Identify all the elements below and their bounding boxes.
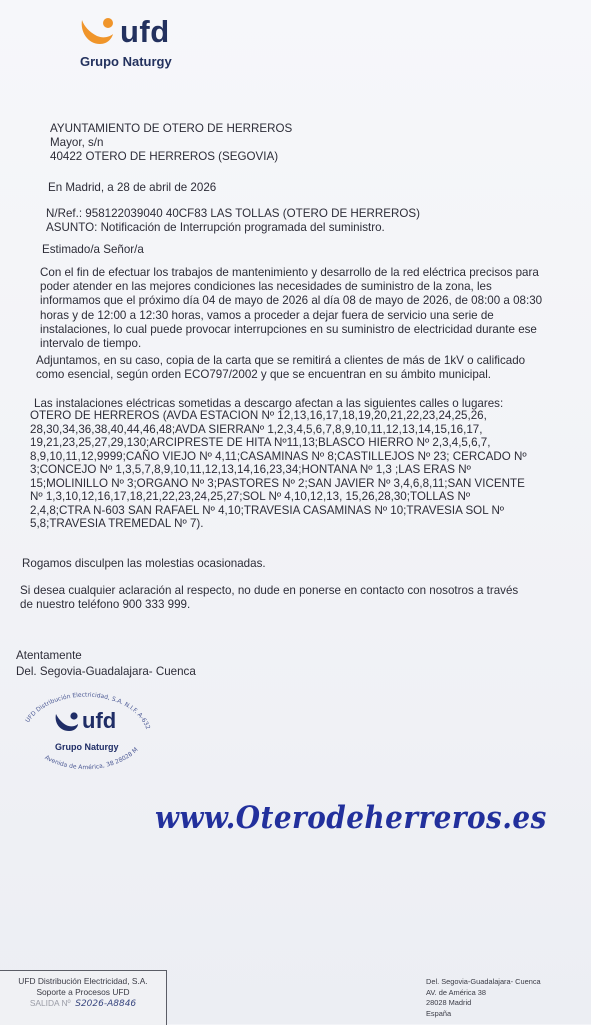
contact-paragraph bbox=[20, 584, 572, 612]
stamp-arc-top: UFD Distribución Electricidad, S.A. N.I.F. A-632 bbox=[24, 691, 152, 731]
registry-line2: Soporte a Procesos UFD bbox=[36, 987, 130, 997]
paragraph-line: como esencial, según orden ECO797/2002 y que se encuentran en su ámbito municipal. bbox=[36, 368, 492, 382]
footer-address-line: AV. de América 38 bbox=[426, 987, 486, 997]
contact-line: Si desea cualquier aclaración al respecto, no dude en ponerse en contacto con nosotros a través bbox=[20, 584, 519, 597]
paragraph-line: Adjuntamos, en su caso, copia de la carta que se remitirá a clientes de más de 1kV o calificado bbox=[36, 354, 526, 367]
greeting: Estimado/a Señor/a bbox=[42, 243, 144, 256]
paragraph-intro bbox=[40, 266, 556, 351]
paragraph-line: instalaciones, lo cual puede provocar interrupciones en su suministro de electricidad durante ese bbox=[40, 322, 537, 336]
stamp-subtitle: Grupo Naturgy bbox=[55, 742, 119, 752]
streets-line: 8,9,10,11,12,9999;CAÑO VIEJO Nº 4,11;CASAMINAS Nº 8;CASTILLEJOS Nº 23; CERCADO Nº bbox=[30, 449, 527, 463]
streets-line: 2,4,8;CTRA N-603 SAN RAFAEL Nº 4,10;TRAVESIA CASAMINAS Nº 10;TRAVESIA SOL Nº bbox=[30, 503, 505, 517]
recipient-line3: 40422 OTERO DE HERREROS (SEGOVIA) bbox=[50, 150, 279, 163]
date-line: En Madrid, a 28 de abril de 2026 bbox=[48, 181, 217, 194]
paragraph-line: intervalo de tiempo. bbox=[40, 337, 142, 351]
streets-line: 19,21,23,25,27,29,130;ARCIPRESTE DE HITA Nº11,13;BLASCO HIERRO Nº 2,3,4,5,6,7, bbox=[30, 436, 491, 449]
paragraph-line: Con el fin de efectuar los trabajos de mantenimiento y desarrollo de la red eléctrica precisos para bbox=[40, 266, 539, 279]
signature-department: Del. Segovia-Guadalajara- Cuenca bbox=[16, 665, 196, 678]
streets-line: 15;MOLINILLO Nº 3;ORGANO Nº 3;PASTORES Nº 2;SAN JAVIER Nº 3,4,6,8,11;SAN VICENTE bbox=[30, 476, 525, 490]
subject-line bbox=[46, 221, 385, 234]
streets-line: Nº 1,3,10,12,16,17,18,21,22,23,24,25,27;SOL Nº 4,10,12,13, 15,26,28,30;TOLLAS Nº bbox=[30, 490, 471, 503]
logo-subtitle: Grupo Naturgy bbox=[80, 54, 172, 69]
streets-list bbox=[30, 409, 566, 531]
apology: Rogamos disculpen las molestias ocasionadas. bbox=[22, 557, 266, 570]
ufd-logo-icon bbox=[78, 14, 114, 48]
stamp-brand: ufd bbox=[82, 708, 117, 733]
footer-address-line: 28028 Madrid bbox=[426, 998, 472, 1008]
streets-line: 28,30,34,36,38,40,44,46,48;AVDA SIERRANº 1,2,3,4,5,6,7,8,9,10,11,12,13,14,15,16,17, bbox=[30, 422, 483, 436]
paragraph-line: informamos que el próximo día 04 de mayo de 2026 al día 08 de mayo de 2026, de 08:00 a 08:30 bbox=[40, 294, 543, 308]
registry-out-number: S2026-A8846 bbox=[75, 999, 137, 1009]
paragraph-line: poder atender en las mejores condiciones las necesidades de suministro de la zona, les bbox=[40, 280, 492, 294]
recipient-line1: AYUNTAMIENTO DE OTERO DE HERREROS bbox=[50, 122, 293, 135]
registry-stamp-box bbox=[0, 970, 167, 1025]
registry-line1: UFD Distribución Electricidad, S.A. bbox=[18, 976, 148, 986]
reference-line: N/Ref.: 958122039040 40CF83 LAS TOLLAS (OTERO DE HERREROS) bbox=[46, 207, 420, 220]
registry-line3 bbox=[0, 998, 166, 1010]
footer-address bbox=[426, 977, 541, 1019]
footer-address-line: España bbox=[426, 1008, 452, 1018]
paragraph-attachment bbox=[36, 354, 556, 382]
closing: Atentamente bbox=[16, 649, 82, 662]
registry-out-label: SALIDA Nº bbox=[29, 998, 71, 1008]
streets-line: 5,8;TRAVESIA TREMEDAL Nº 7). bbox=[30, 517, 204, 530]
streets-line: OTERO DE HERREROS (AVDA ESTACION Nº 12,13,16,17,18,19,20,21,22,23,24,25,26, bbox=[30, 409, 487, 422]
recipient-line2: Mayor, s/n bbox=[50, 136, 104, 149]
contact-line: de nuestro teléfono 900 333 999. bbox=[20, 598, 191, 612]
streets-line: 3;CONCEJO Nº 1,3,5,7,8,9,10,11,12,13,14,16,23,34;HONTANA Nº 1,3 ;LAS ERAS Nº bbox=[30, 463, 471, 476]
paragraph-line: horas y de 12:00 a 12:30 horas, vamos a proceder a dejar fuera de servicio una serie de bbox=[40, 308, 494, 322]
website-watermark: www.Oterodeherreros.es bbox=[155, 800, 547, 836]
footer-address-line: Del. Segovia-Guadalajara- Cuenca bbox=[426, 977, 541, 986]
logo-brand: ufd bbox=[120, 14, 170, 49]
stamp-logo-icon bbox=[53, 710, 79, 734]
subject-label: ASUNTO: bbox=[46, 221, 98, 234]
subject-text: Notificación de Interrupción programada del suministro. bbox=[100, 221, 385, 234]
stamp-arc-bottom: Avenida de América, 38 28028 M bbox=[43, 746, 140, 772]
installations-intro: Las instalaciones eléctricas sometidas a descargo afectan a las siguientes calles o lugares: bbox=[34, 397, 504, 410]
